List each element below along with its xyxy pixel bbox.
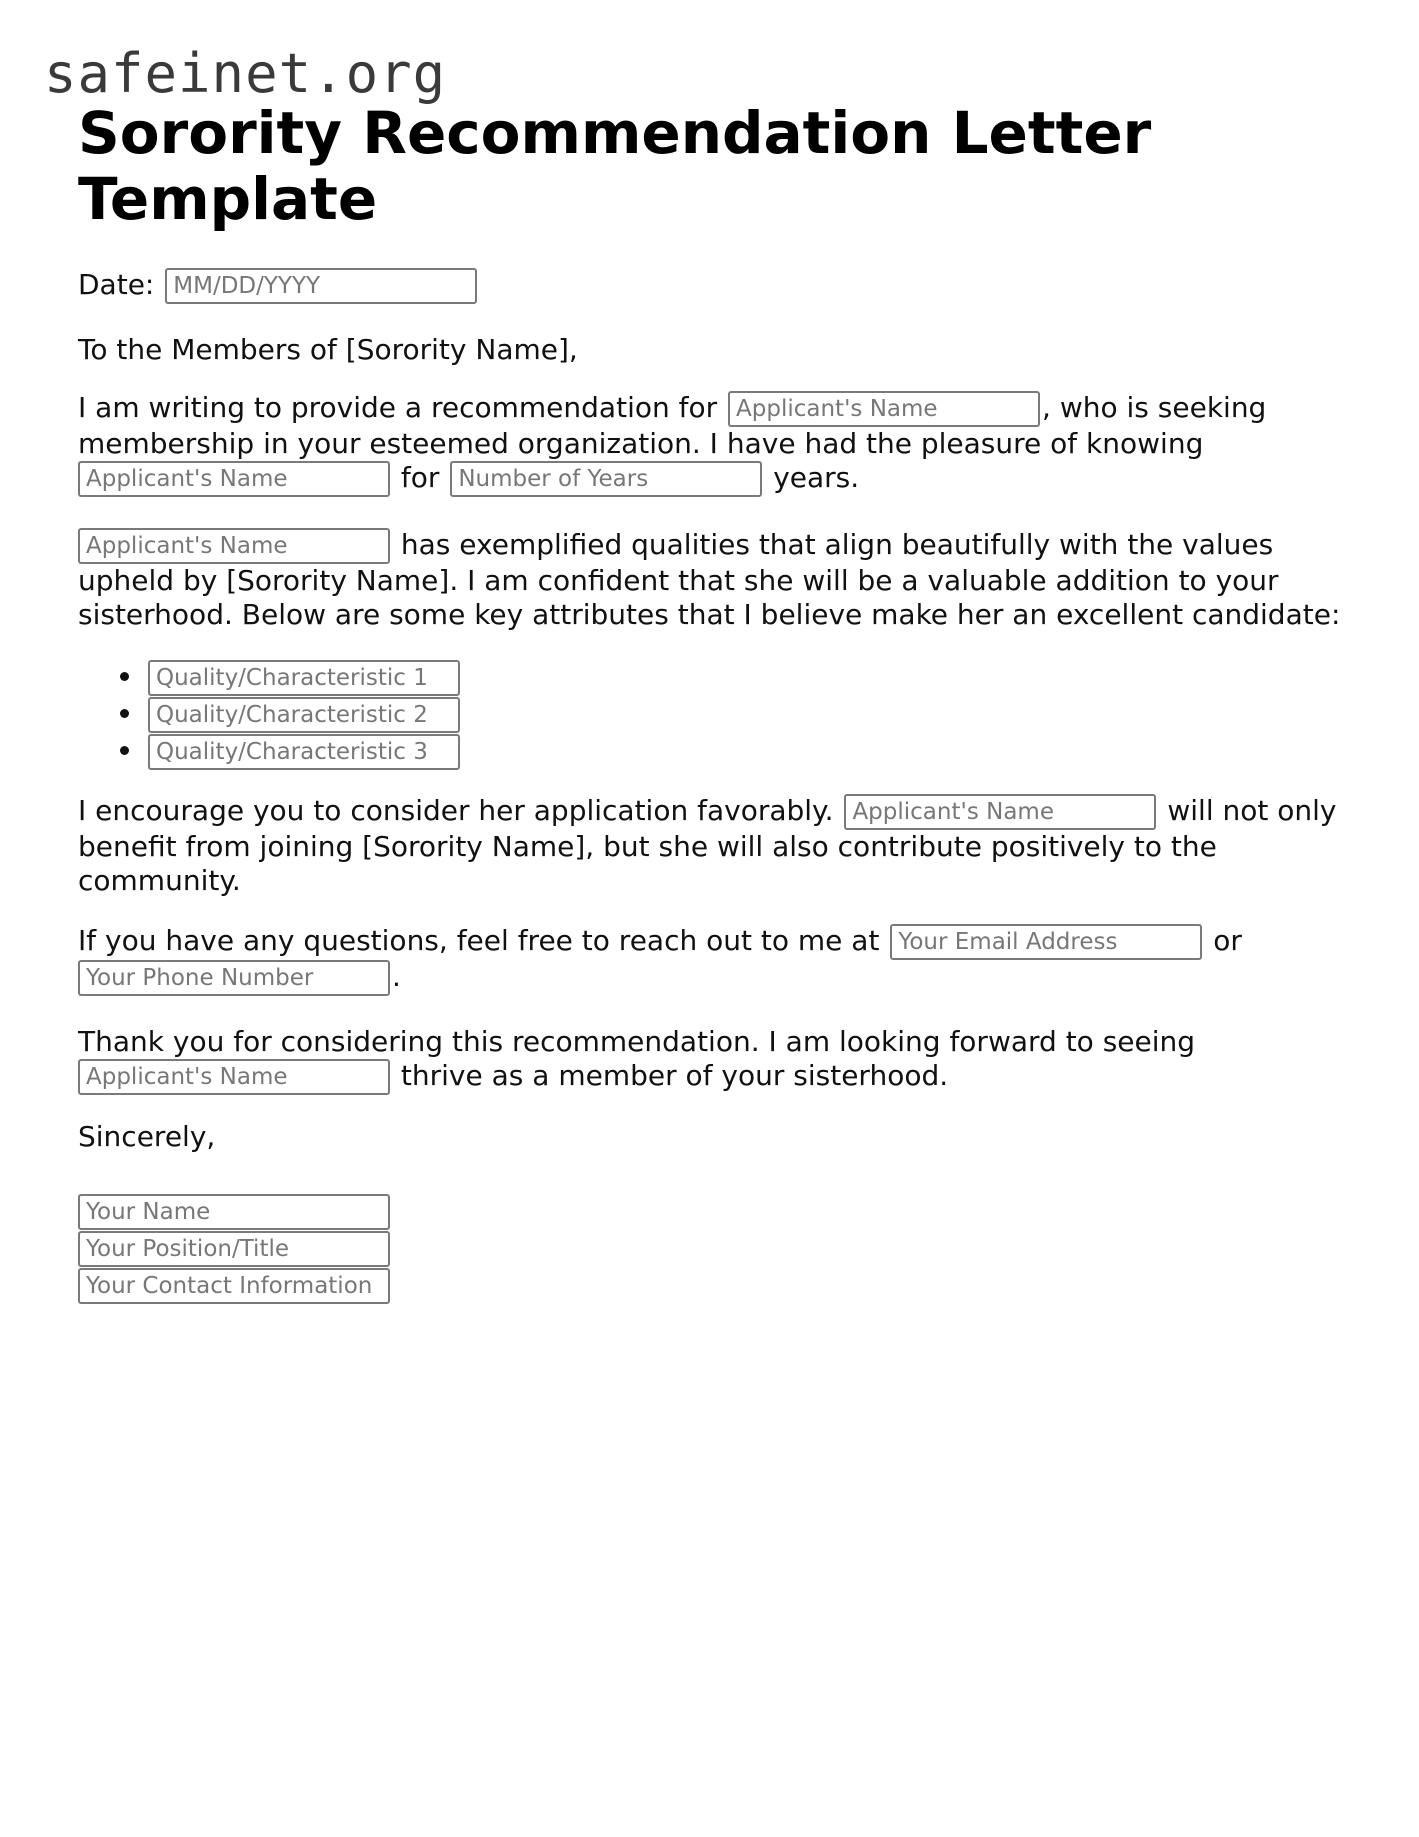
- applicant-name-input[interactable]: Applicant's Name: [728, 391, 1040, 427]
- contact-info-input[interactable]: Your Contact Information: [78, 1268, 390, 1304]
- quality-input-1[interactable]: Quality/Characteristic 1: [148, 660, 460, 696]
- date-input[interactable]: MM/DD/YYYY: [165, 268, 477, 304]
- paragraph-text: I encourage you to consider her application favorably.: [78, 794, 834, 827]
- email-input[interactable]: Your Email Address: [890, 924, 1202, 960]
- qualities-list: [78, 660, 460, 771]
- paragraph-text: I am writing to provide a recommendation for: [78, 391, 718, 424]
- watermark-text: safeinet.org: [44, 42, 447, 105]
- signature-block: [78, 1194, 390, 1305]
- paragraph-text: will not only benefit from joining [Sorority Name], but she will also contribute positively to the community.: [78, 794, 1337, 897]
- greeting: To the Members of [Sorority Name],: [78, 333, 578, 366]
- bullet-icon: [120, 746, 129, 755]
- paragraph-text: for: [400, 461, 440, 494]
- quality-input-2[interactable]: Quality/Characteristic 2: [148, 697, 460, 733]
- paragraph-encourage: [78, 794, 1348, 898]
- paragraph-qualities: [78, 528, 1348, 632]
- paragraph-text: years.: [773, 461, 860, 494]
- applicant-name-input[interactable]: Applicant's Name: [78, 528, 390, 564]
- paragraph-text: .: [392, 960, 401, 993]
- paragraph-contact: [78, 924, 1348, 996]
- your-name-input[interactable]: Your Name: [78, 1194, 390, 1230]
- paragraph-text: , who is seeking membership in your esteemed organization. I have had the pleasure of knowing: [78, 391, 1267, 460]
- list-item: [78, 660, 460, 697]
- closing: Sincerely,: [78, 1120, 216, 1153]
- paragraph-intro: [78, 391, 1348, 497]
- paragraph-text: thrive as a member of your sisterhood.: [400, 1059, 949, 1092]
- paragraph-text: Thank you for considering this recommendation. I am looking forward to seeing: [78, 1025, 1196, 1058]
- bullet-icon: [120, 672, 129, 681]
- bullet-icon: [120, 709, 129, 718]
- list-item: [78, 734, 460, 771]
- paragraph-thanks: [78, 1025, 1348, 1095]
- page-title: Sorority Recommendation Letter Template: [78, 99, 1152, 233]
- paragraph-text: If you have any questions, feel free to reach out to me at: [78, 924, 880, 957]
- phone-input[interactable]: Your Phone Number: [78, 960, 390, 996]
- position-input[interactable]: Your Position/Title: [78, 1231, 390, 1267]
- paragraph-text: has exemplified qualities that align beautifully with the values upheld by [Sorority Name]. I am confident that she will be a valuable addition to your sisterhood. Below are some key attributes that I believe make her an excellent candidate:: [78, 528, 1341, 631]
- list-item: [78, 697, 460, 734]
- quality-input-3[interactable]: Quality/Characteristic 3: [148, 734, 460, 770]
- applicant-name-input[interactable]: Applicant's Name: [844, 794, 1156, 830]
- applicant-name-input[interactable]: Applicant's Name: [78, 1059, 390, 1095]
- date-label: Date:: [78, 268, 155, 301]
- applicant-name-input[interactable]: Applicant's Name: [78, 461, 390, 497]
- date-line: [78, 268, 1348, 304]
- paragraph-text: or: [1213, 924, 1242, 957]
- years-input[interactable]: Number of Years: [450, 461, 762, 497]
